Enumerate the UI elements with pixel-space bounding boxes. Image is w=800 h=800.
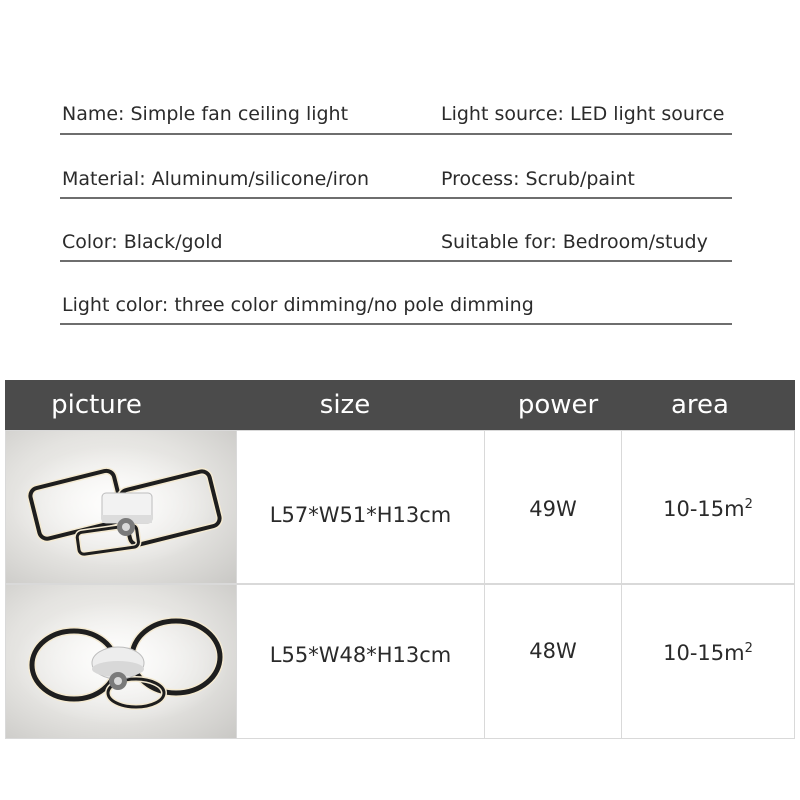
spec-name: Name: Simple fan ceiling light — [62, 103, 349, 125]
row-1-area — [622, 497, 794, 521]
round-ceiling-light-icon — [6, 585, 236, 738]
table-border — [236, 430, 237, 739]
table-border — [794, 430, 795, 739]
table-border — [621, 430, 622, 739]
spec-divider — [60, 323, 732, 325]
spec-divider — [60, 197, 732, 199]
spec-light-color: Light color: three color dimming/no pole dimming — [62, 294, 534, 316]
spec-color: Color: Black/gold — [62, 231, 223, 253]
table-border — [5, 738, 795, 739]
row-1-power: 49W — [529, 497, 577, 521]
header-size: size — [319, 390, 371, 420]
spec-process: Process: Scrub/paint — [441, 168, 635, 190]
spec-divider — [60, 260, 732, 262]
row-2-power: 48W — [529, 639, 577, 663]
spec-suitable-for: Suitable for: Bedroom/study — [441, 231, 708, 253]
row-1-size: L57*W51*H13cm — [269, 503, 452, 527]
table-border — [484, 430, 485, 739]
table-header — [5, 380, 795, 430]
product-image-round-fan-light — [6, 585, 236, 738]
row-2-size: L55*W48*H13cm — [269, 643, 452, 667]
row-1-area-value: 10-15m — [663, 497, 745, 521]
product-image-square-fan-light — [6, 431, 236, 583]
row-2-area — [622, 641, 794, 665]
header-area: area — [671, 390, 729, 420]
header-power: power — [517, 390, 599, 420]
row-1-area-unit: 2 — [744, 497, 753, 512]
header-picture: picture — [51, 390, 142, 420]
row-2-area-value: 10-15m — [663, 641, 745, 665]
spec-divider — [60, 133, 732, 135]
spec-material: Material: Aluminum/silicone/iron — [62, 168, 370, 190]
row-2-area-unit: 2 — [744, 641, 753, 656]
square-ceiling-light-icon — [6, 431, 236, 583]
spec-light-source: Light source: LED light source — [441, 103, 725, 125]
